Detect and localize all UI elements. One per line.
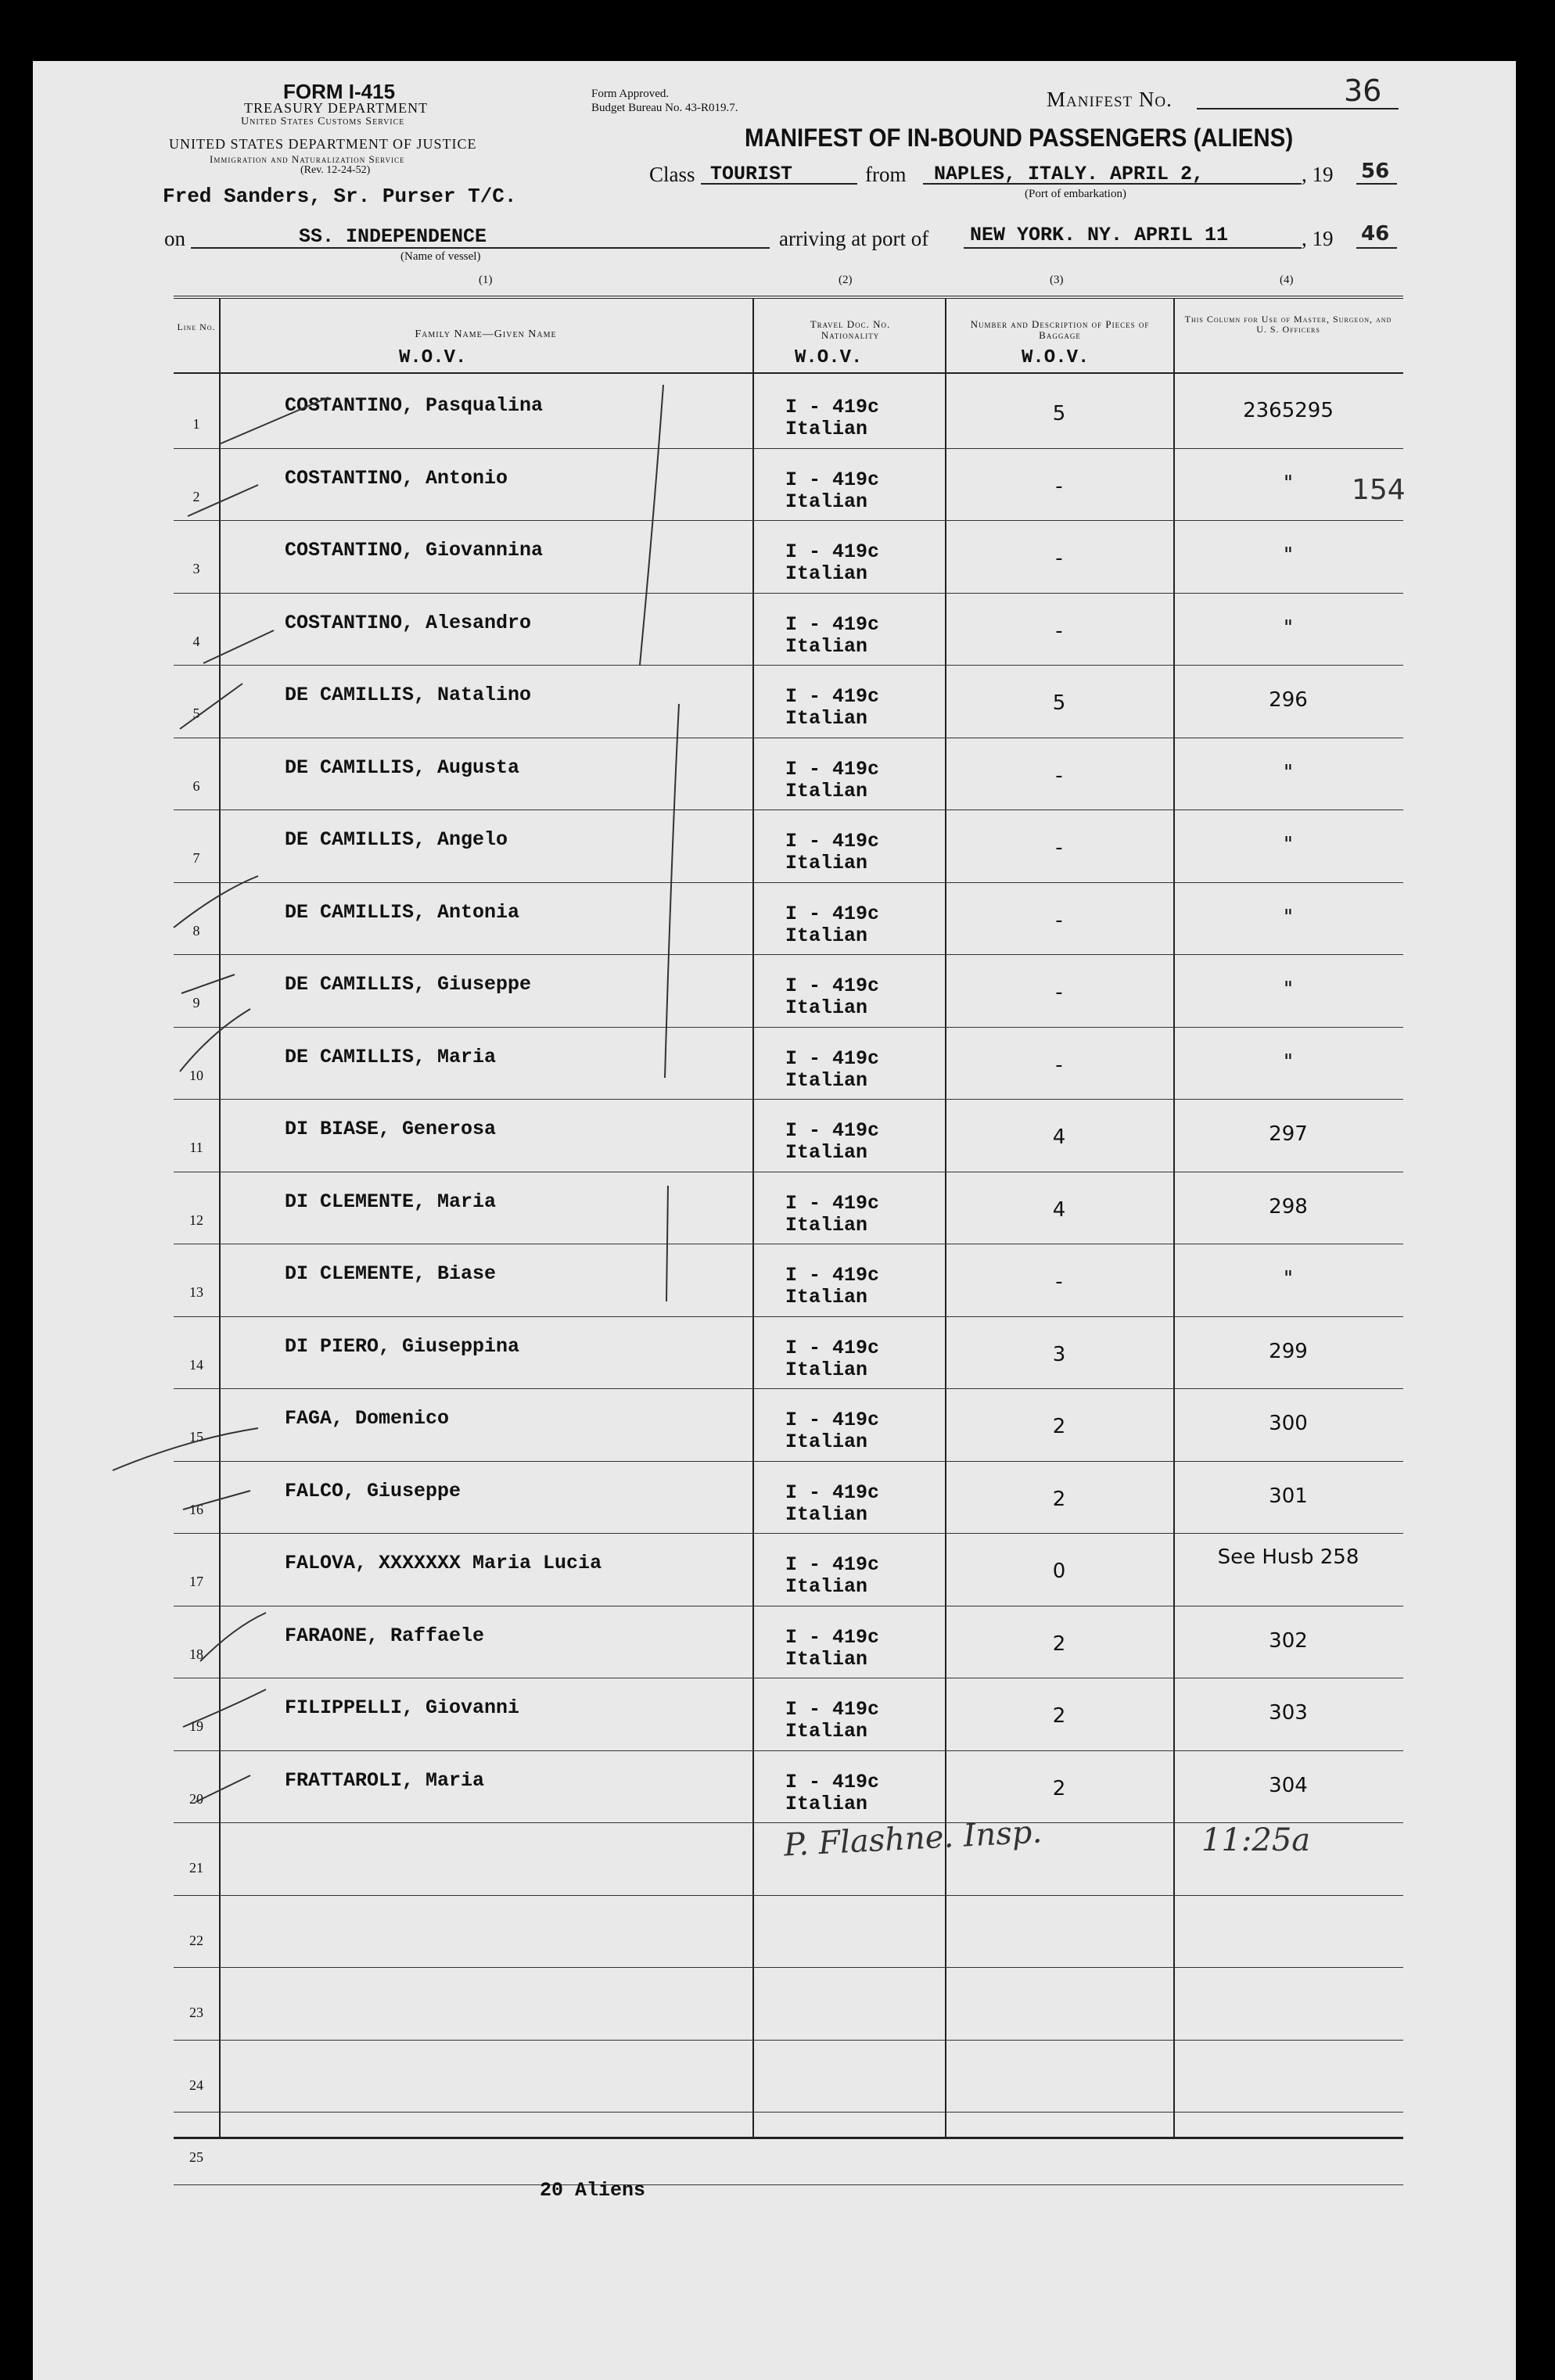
arrival-year-prefix: , 19 — [1302, 227, 1334, 250]
table-row — [174, 448, 1403, 522]
travel-doc: I - 419c — [785, 540, 880, 563]
passenger-name: FAGA, Domenico — [285, 1407, 450, 1430]
travel-doc: I - 419c — [785, 468, 880, 491]
header-officers: This Column for Use of Master, Surgeon, and U. S. Officers — [1184, 314, 1392, 335]
baggage-count: - — [1055, 1053, 1063, 1077]
officer-note: " — [1284, 471, 1293, 495]
travel-doc: I - 419c — [785, 1264, 880, 1287]
nationality: Italian — [785, 924, 868, 947]
line-number: 16 — [189, 1501, 203, 1517]
arrival-port: NEW YORK. NY. APRIL 11 — [970, 224, 1229, 246]
arrival-year-underline — [1356, 247, 1397, 249]
table-row — [174, 1027, 1403, 1100]
column-number-3: (3) — [1050, 274, 1064, 286]
nationality: Italian — [785, 1792, 868, 1815]
line-number: 4 — [192, 633, 200, 649]
form-approved: Form Approved. — [591, 88, 670, 100]
officer-note: " — [1284, 905, 1293, 929]
vessel-name: SS. INDEPENDENCE — [299, 225, 487, 248]
table-row — [174, 1388, 1403, 1462]
line-number: 22 — [189, 1932, 203, 1948]
passenger-name: FRATTAROLI, Maria — [285, 1768, 485, 1792]
passenger-name: FILIPPELLI, Giovanni — [285, 1696, 520, 1719]
class-label: Class — [649, 163, 695, 186]
line-number: 20 — [189, 1790, 203, 1807]
column-number-4: (4) — [1280, 274, 1294, 286]
total-aliens: 20 Aliens — [540, 2179, 646, 2202]
table-row — [174, 1533, 1403, 1606]
table-row — [174, 1461, 1403, 1535]
nationality: Italian — [785, 1286, 868, 1308]
table-row — [174, 954, 1403, 1028]
dept-line-2: United States Customs Service — [241, 116, 405, 127]
passenger-name: DE CAMILLIS, Antonia — [285, 900, 520, 924]
nationality: Italian — [785, 779, 868, 802]
table-row — [174, 1895, 1403, 1969]
travel-doc: I - 419c — [785, 396, 880, 418]
manifest-no-underline — [1197, 108, 1399, 109]
travel-doc: I - 419c — [785, 975, 880, 997]
port-embarkation-note: (Port of embarkation) — [1025, 188, 1126, 200]
nationality: Italian — [785, 1431, 868, 1453]
table-row — [174, 1244, 1403, 1317]
table-row — [174, 1678, 1403, 1751]
table-row — [174, 1316, 1403, 1390]
arrival-year: 46 — [1361, 222, 1390, 246]
officer-note: 297 — [1269, 1122, 1308, 1146]
travel-doc: I - 419c — [785, 1119, 880, 1142]
header-wov-doc: W.O.V. — [795, 347, 863, 368]
travel-doc: I - 419c — [785, 1770, 880, 1793]
passenger-name: DI CLEMENTE, Maria — [285, 1190, 497, 1213]
nationality: Italian — [785, 490, 868, 513]
passenger-name: FALOVA, XXXXXXX Maria Lucia — [285, 1552, 602, 1574]
travel-doc: I - 419c — [785, 612, 880, 636]
travel-doc: I - 419c — [785, 685, 880, 708]
nationality: Italian — [785, 707, 868, 730]
arriving-label: arriving at port of — [779, 227, 929, 250]
travel-doc: I - 419c — [785, 1046, 880, 1070]
nationality: Italian — [785, 1141, 868, 1164]
passenger-name: DE CAMILLIS, Maria — [285, 1045, 497, 1068]
line-number: 3 — [192, 561, 200, 576]
line-number: 13 — [189, 1284, 203, 1300]
nationality: Italian — [785, 1068, 868, 1092]
table-row — [174, 593, 1403, 666]
travel-doc: I - 419c — [785, 830, 880, 853]
header-doc: Travel Doc. No. Nationality — [810, 318, 891, 341]
header-baggage: Number and Description of Pieces of Baggage — [970, 318, 1150, 341]
travel-doc: I - 419c — [785, 1553, 880, 1576]
passenger-name: FARAONE, Raffaele — [285, 1624, 485, 1647]
line-number: 1 — [192, 416, 200, 432]
table-row — [174, 1750, 1403, 1824]
officer-note: " — [1284, 760, 1293, 784]
officer-note: 298 — [1269, 1194, 1308, 1219]
arrival-underline — [964, 247, 1302, 249]
nationality: Italian — [785, 1720, 868, 1743]
purser-name: Fred Sanders, Sr. Purser T/C. — [163, 185, 517, 208]
baggage-count: 5 — [1052, 691, 1066, 715]
table-row — [174, 809, 1403, 883]
officer-note: " — [1284, 833, 1293, 856]
passenger-name: DI PIERO, Giuseppina — [285, 1334, 520, 1358]
passenger-name: DE CAMILLIS, Giuseppe — [285, 973, 532, 996]
line-number: 18 — [189, 1646, 203, 1662]
nationality: Italian — [785, 1213, 868, 1237]
travel-doc: I - 419c — [785, 1336, 880, 1359]
travel-doc: I - 419c — [785, 1191, 880, 1215]
line-number: 15 — [189, 1429, 203, 1445]
baggage-count: 2 — [1052, 1487, 1066, 1511]
header-name: Family Name—Given Name — [415, 328, 557, 340]
margin-number: 154 — [1352, 474, 1406, 506]
baggage-count: 2 — [1052, 1776, 1066, 1800]
line-number: 19 — [189, 1718, 203, 1734]
passenger-name: FALCO, Giuseppe — [285, 1479, 461, 1502]
from-year-underline — [1356, 183, 1397, 185]
from-year: 56 — [1361, 160, 1390, 183]
officer-note: 300 — [1269, 1412, 1308, 1435]
officer-note: 304 — [1269, 1773, 1308, 1797]
baggage-count: - — [1055, 836, 1063, 860]
baggage-count: 4 — [1052, 1197, 1066, 1222]
column-number-2: (2) — [839, 274, 853, 286]
officer-note: 302 — [1269, 1628, 1308, 1653]
travel-doc: I - 419c — [785, 1409, 880, 1431]
manifest-no-value: 36 — [1344, 74, 1382, 108]
travel-doc: I - 419c — [785, 1625, 880, 1649]
officer-note: See Husb 258 — [1217, 1545, 1359, 1569]
officer-note: 299 — [1269, 1339, 1308, 1363]
officer-note: 296 — [1269, 688, 1308, 712]
table-row — [174, 1606, 1403, 1679]
line-number: 8 — [192, 922, 200, 939]
officer-note: " — [1284, 1050, 1293, 1074]
line-number: 7 — [192, 850, 200, 866]
nationality: Italian — [785, 562, 868, 585]
line-number: 17 — [189, 1574, 203, 1589]
baggage-count: 2 — [1052, 1704, 1066, 1728]
header-line-no: Line No. — [177, 321, 216, 332]
line-number: 25 — [189, 2149, 203, 2165]
table-row — [174, 738, 1403, 811]
nationality: Italian — [785, 852, 868, 874]
table-row — [174, 882, 1403, 956]
dept-line-1: TREASURY DEPARTMENT — [244, 100, 429, 116]
passenger-name: COSTANTINO, Antonio — [285, 466, 508, 490]
passenger-name: COSTANTINO, Pasqualina — [285, 394, 544, 417]
baggage-count: - — [1055, 474, 1063, 498]
table-row — [174, 520, 1403, 594]
officer-note: " — [1284, 544, 1293, 567]
baggage-count: - — [1055, 908, 1063, 932]
table-row — [174, 1172, 1403, 1245]
passenger-name: DE CAMILLIS, Augusta — [285, 756, 520, 779]
line-number: 6 — [192, 777, 200, 794]
header-wov-baggage: W.O.V. — [1022, 347, 1090, 368]
vessel-note: (Name of vessel) — [400, 250, 481, 263]
nationality: Italian — [785, 418, 868, 440]
table-row — [174, 2112, 1403, 2185]
officer-note: 301 — [1269, 1484, 1308, 1508]
line-number: 14 — [189, 1356, 203, 1373]
officer-note: " — [1284, 1267, 1293, 1291]
passenger-name: DI BIASE, Generosa — [285, 1118, 497, 1140]
nationality: Italian — [785, 634, 868, 658]
line-number: 24 — [189, 2077, 203, 2093]
officer-note: 2365295 — [1243, 399, 1334, 422]
line-number: 11 — [189, 1140, 203, 1155]
header-wov-name: W.O.V. — [399, 347, 467, 368]
line-number: 23 — [189, 2005, 203, 2020]
line-number: 9 — [192, 995, 200, 1011]
baggage-count: 4 — [1052, 1125, 1066, 1149]
table-row — [174, 665, 1403, 738]
dept-line-4: Immigration and Naturalization Service — [210, 153, 405, 165]
revision: (Rev. 12-24-52) — [300, 164, 371, 176]
officer-note: 303 — [1269, 1701, 1308, 1725]
column-number-1: (1) — [479, 274, 493, 286]
officer-note: " — [1284, 978, 1293, 1001]
manifest-title: MANIFEST OF IN-BOUND PASSENGERS (ALIENS) — [745, 124, 1294, 152]
passenger-name: DI CLEMENTE, Biase — [285, 1262, 497, 1285]
line-number: 12 — [189, 1212, 203, 1228]
travel-doc: I - 419c — [785, 757, 880, 781]
nationality: Italian — [785, 1358, 868, 1381]
baggage-count: 2 — [1052, 1632, 1066, 1656]
baggage-count: 5 — [1052, 402, 1066, 425]
budget-bureau: Budget Bureau No. 43-R019.7. — [591, 102, 738, 114]
passenger-name: COSTANTINO, Giovannina — [285, 539, 544, 562]
nationality: Italian — [785, 1502, 868, 1526]
class-value: TOURIST — [710, 163, 793, 185]
manifest-no-label: Manifest No. — [1047, 88, 1173, 111]
baggage-count: 3 — [1052, 1342, 1066, 1366]
baggage-count: - — [1055, 1270, 1063, 1294]
travel-doc: I - 419c — [785, 1481, 880, 1504]
nationality: Italian — [785, 996, 868, 1019]
nationality: Italian — [785, 1575, 868, 1598]
table-row — [174, 375, 1403, 449]
table-row — [174, 1967, 1403, 2041]
time-stamp: 11:25a — [1201, 1822, 1311, 1858]
baggage-count: - — [1055, 763, 1063, 788]
line-number: 10 — [189, 1067, 203, 1083]
baggage-count: - — [1055, 619, 1063, 643]
dept-line-3: UNITED STATES DEPARTMENT OF JUSTICE — [169, 136, 477, 152]
table-row — [174, 2040, 1403, 2113]
inspector-signature: P. Flashne. Insp. — [783, 1814, 1043, 1864]
officer-note: " — [1284, 616, 1293, 640]
passenger-name: COSTANTINO, Alesandro — [285, 611, 532, 634]
header-divider — [174, 372, 1403, 374]
on-label: on — [164, 227, 185, 250]
line-number: 5 — [192, 705, 200, 721]
line-number: 2 — [192, 488, 200, 504]
travel-doc: I - 419c — [785, 1698, 880, 1721]
line-number: 21 — [189, 1860, 203, 1876]
from-value: NAPLES, ITALY. APRIL 2, — [934, 163, 1205, 185]
from-year-prefix: , 19 — [1302, 163, 1334, 186]
travel-doc: I - 419c — [785, 902, 880, 925]
table-row — [174, 1099, 1403, 1172]
baggage-count: - — [1055, 981, 1063, 1004]
from-label: from — [865, 163, 907, 186]
baggage-count: - — [1055, 547, 1063, 570]
nationality: Italian — [785, 1647, 868, 1671]
baggage-count: 2 — [1052, 1415, 1066, 1438]
passenger-name: DE CAMILLIS, Natalino — [285, 684, 532, 706]
baggage-count: 0 — [1052, 1560, 1066, 1583]
form-number: FORM I-415 — [283, 80, 396, 103]
passenger-name: DE CAMILLIS, Angelo — [285, 828, 508, 851]
